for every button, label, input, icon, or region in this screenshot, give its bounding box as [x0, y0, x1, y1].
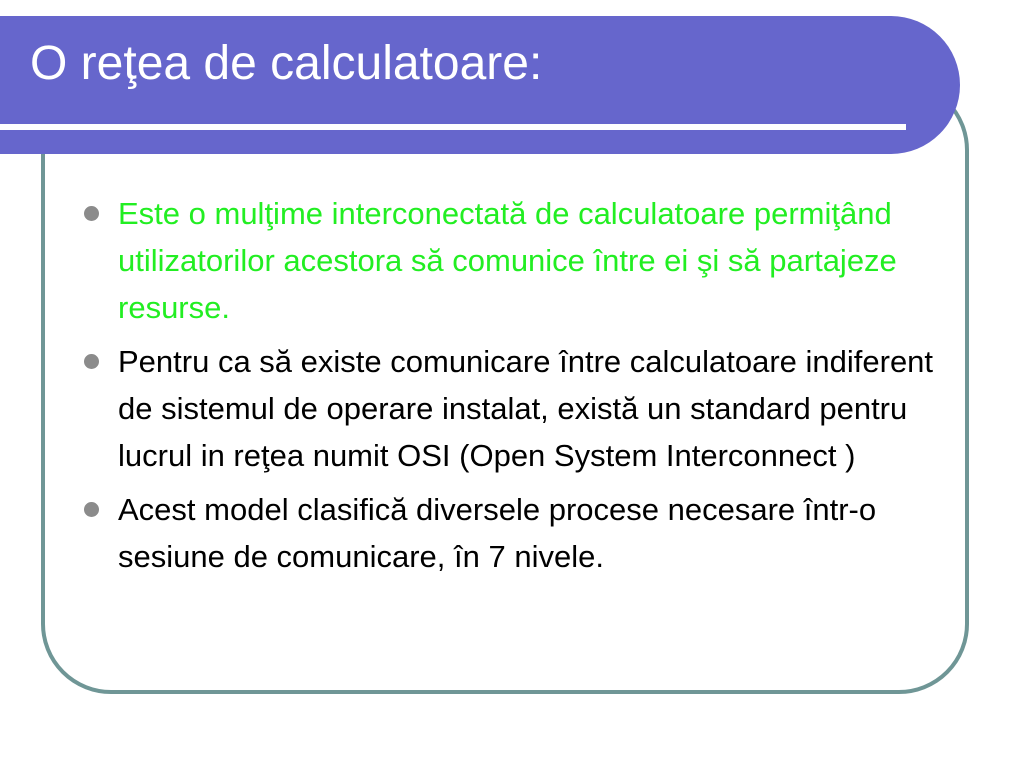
bullet-item	[82, 486, 942, 580]
title-underline	[0, 124, 906, 130]
bullet-text: Pentru ca să existe comunicare între calculatoare indiferent de sistemul de operare instalat, există un standard pentru lucrul in reţea numit OSI (Open System Interconnect )	[118, 344, 934, 473]
bullet-item	[82, 190, 942, 331]
bullet-text: Este o mulţime interconectată de calculatoare permiţând utilizatorilor acestora să comunice între ei şi să partajeze resurse.	[118, 196, 897, 325]
bullet-dot-icon	[84, 502, 99, 517]
bullet-dot-icon	[84, 354, 99, 369]
bullet-item	[82, 338, 942, 479]
slide-title: O reţea de calculatoare:	[30, 37, 543, 90]
bullet-dot-icon	[84, 206, 99, 221]
bullet-text: Acest model clasifică diversele procese necesare într-o sesiune de comunicare, în 7 nivele.	[118, 492, 877, 574]
bullet-list	[82, 190, 942, 587]
